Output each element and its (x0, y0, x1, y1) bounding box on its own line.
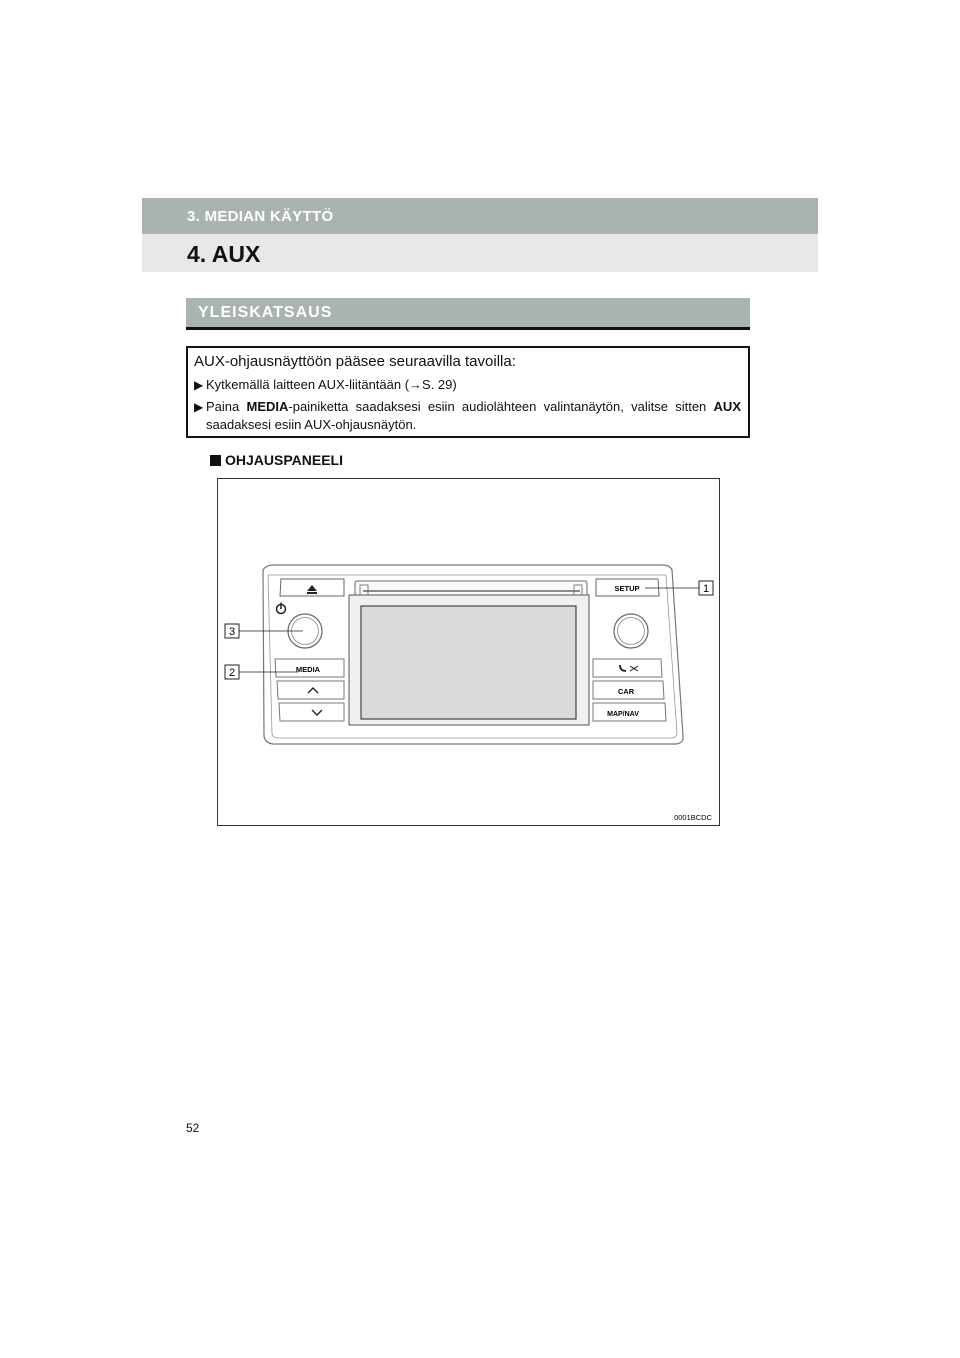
figure-id: 0001BCDC (674, 813, 712, 822)
media-keyword: MEDIA (246, 399, 289, 414)
item-2-pre: Paina (206, 399, 247, 414)
header-rule (186, 327, 750, 330)
power-icon (277, 603, 286, 614)
control-panel-illustration (218, 479, 719, 825)
item-1-text: Kytkemällä laitteen AUX-liitäntään (→S. 29) (206, 377, 457, 392)
overview-header: YLEISKATSAUS (186, 298, 750, 327)
callout-3: 3 (228, 626, 236, 638)
panel-heading (210, 452, 343, 468)
callout-2: 2 (228, 667, 236, 679)
chapter-title: 3. MEDIAN KÄYTTÖ (142, 198, 818, 234)
callout-1: 1 (702, 583, 710, 595)
page-number: 52 (186, 1121, 200, 1135)
square-bullet-icon (210, 455, 221, 466)
overview-intro: AUX-ohjausnäyttöön pääsee seuraavilla tavoilla: (194, 353, 516, 370)
section-title: 4. AUX (142, 234, 818, 272)
overview-box (186, 346, 750, 438)
map-nav-button-label[interactable]: MAP/NAV (607, 711, 639, 718)
aux-keyword: AUX (713, 399, 741, 414)
overview-item-1 (194, 376, 741, 394)
bullet-triangle-icon: ▶ (194, 400, 204, 414)
overview-item-2 (194, 398, 741, 434)
setup-button-label[interactable]: SETUP (614, 584, 640, 593)
item-2-mid: -painiketta saadaksesi esiin audiolähteen valintanäytön, valitse sitten (288, 399, 714, 414)
control-panel-figure (217, 478, 720, 826)
car-button-label[interactable]: CAR (617, 687, 635, 696)
item-2-post: saadaksesi esiin AUX-ohjausnäytön. (206, 417, 417, 432)
bullet-triangle-icon: ▶ (194, 378, 204, 392)
panel-heading-text: OHJAUSPANEELI (225, 452, 343, 468)
media-button-label[interactable]: MEDIA (295, 665, 321, 674)
